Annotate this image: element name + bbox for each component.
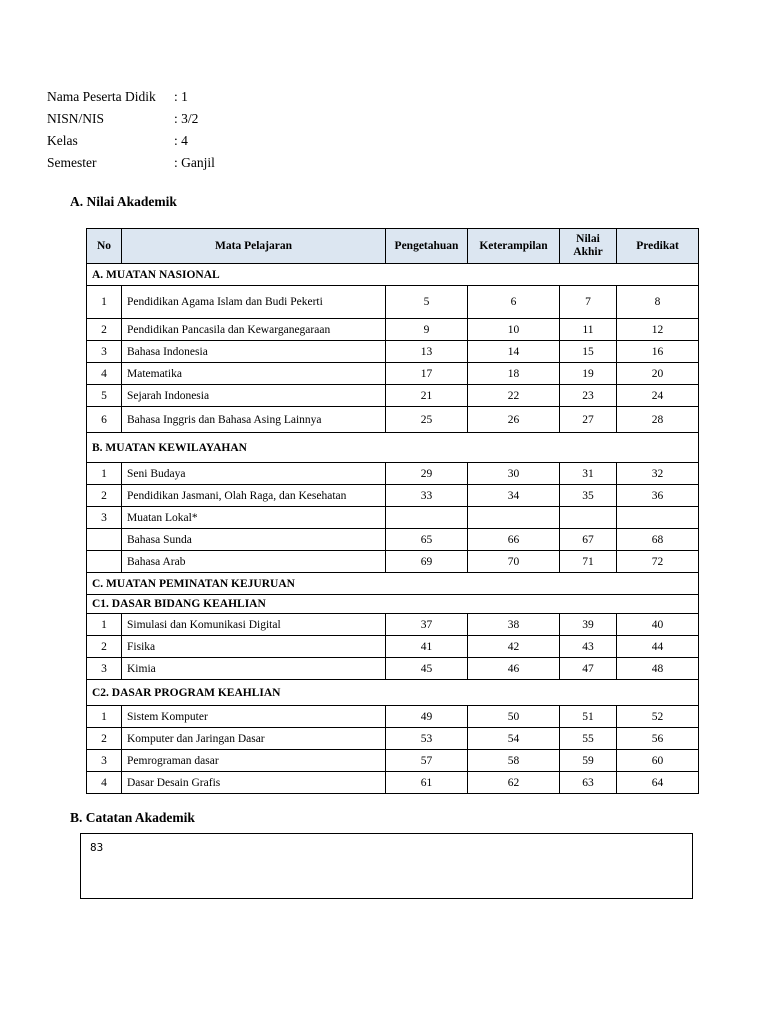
knowledge-score: 5 <box>386 286 468 319</box>
info-label: Kelas <box>47 133 78 148</box>
group-label: A. MUATAN NASIONAL <box>87 264 699 286</box>
subject-name: Seni Budaya <box>122 463 386 485</box>
group-label: C1. DASAR BIDANG KEAHLIAN <box>87 595 699 614</box>
subject-name: Sistem Komputer <box>122 706 386 728</box>
knowledge-score: 17 <box>386 363 468 385</box>
info-value: : Ganjil <box>174 155 215 170</box>
group-row <box>87 595 699 614</box>
header-predicate: Predikat <box>617 229 699 264</box>
group-row <box>87 433 699 463</box>
knowledge-score: 61 <box>386 772 468 794</box>
skill-score: 66 <box>468 529 560 551</box>
final-score: 71 <box>560 551 617 573</box>
knowledge-score: 37 <box>386 614 468 636</box>
subject-name: Bahasa Arab <box>122 551 386 573</box>
knowledge-score: 33 <box>386 485 468 507</box>
skill-score: 22 <box>468 385 560 407</box>
skill-score: 70 <box>468 551 560 573</box>
info-label: Semester <box>47 155 97 170</box>
knowledge-score: 53 <box>386 728 468 750</box>
subject-name: Sejarah Indonesia <box>122 385 386 407</box>
knowledge-score: 25 <box>386 407 468 433</box>
table-row <box>87 529 699 551</box>
header-final <box>560 229 617 264</box>
knowledge-score: 41 <box>386 636 468 658</box>
final-score: 63 <box>560 772 617 794</box>
header-subject: Mata Pelajaran <box>122 229 386 264</box>
predicate-value: 20 <box>617 363 699 385</box>
table-row <box>87 614 699 636</box>
info-value: : 3/2 <box>174 111 199 126</box>
notes-box <box>80 833 693 899</box>
table-row <box>87 286 699 319</box>
table-row <box>87 658 699 680</box>
final-score: 11 <box>560 319 617 341</box>
table-row <box>87 341 699 363</box>
table-row <box>87 750 699 772</box>
final-score: 47 <box>560 658 617 680</box>
table-row <box>87 551 699 573</box>
predicate-value: 56 <box>617 728 699 750</box>
section-b-title: B. Catatan Akademik <box>70 810 195 825</box>
row-number: 2 <box>87 319 122 341</box>
predicate-value: 72 <box>617 551 699 573</box>
subject-name: Fisika <box>122 636 386 658</box>
knowledge-score: 9 <box>386 319 468 341</box>
notes-text: 83 <box>90 841 104 854</box>
skill-score: 62 <box>468 772 560 794</box>
knowledge-score: 21 <box>386 385 468 407</box>
predicate-value: 48 <box>617 658 699 680</box>
row-number <box>87 529 122 551</box>
predicate-value: 12 <box>617 319 699 341</box>
subject-name: Komputer dan Jaringan Dasar <box>122 728 386 750</box>
row-number: 1 <box>87 286 122 319</box>
predicate-value: 64 <box>617 772 699 794</box>
section-a-title: A. Nilai Akademik <box>70 194 177 209</box>
row-number: 1 <box>87 463 122 485</box>
row-number: 3 <box>87 750 122 772</box>
knowledge-score: 45 <box>386 658 468 680</box>
final-score: 43 <box>560 636 617 658</box>
knowledge-score: 65 <box>386 529 468 551</box>
knowledge-score: 69 <box>386 551 468 573</box>
final-score: 7 <box>560 286 617 319</box>
skill-score: 14 <box>468 341 560 363</box>
table-row <box>87 728 699 750</box>
knowledge-score <box>386 507 468 529</box>
knowledge-score: 29 <box>386 463 468 485</box>
final-score: 67 <box>560 529 617 551</box>
header-no: No <box>87 229 122 264</box>
subject-name: Dasar Desain Grafis <box>122 772 386 794</box>
predicate-value: 28 <box>617 407 699 433</box>
row-number: 6 <box>87 407 122 433</box>
predicate-value: 40 <box>617 614 699 636</box>
subject-name: Pemrograman dasar <box>122 750 386 772</box>
group-row <box>87 680 699 706</box>
skill-score: 10 <box>468 319 560 341</box>
skill-score: 58 <box>468 750 560 772</box>
header-skill: Keterampilan <box>468 229 560 264</box>
knowledge-score: 49 <box>386 706 468 728</box>
predicate-value: 8 <box>617 286 699 319</box>
row-number: 2 <box>87 728 122 750</box>
skill-score: 54 <box>468 728 560 750</box>
skill-score: 26 <box>468 407 560 433</box>
info-row-class <box>47 130 215 152</box>
table-body <box>87 264 699 794</box>
info-label: Nama Peserta Didik <box>47 89 156 104</box>
skill-score: 18 <box>468 363 560 385</box>
table-row <box>87 772 699 794</box>
group-label: C. MUATAN PEMINATAN KEJURUAN <box>87 573 699 595</box>
subject-name: Kimia <box>122 658 386 680</box>
final-score: 51 <box>560 706 617 728</box>
row-number: 1 <box>87 614 122 636</box>
table-row <box>87 385 699 407</box>
table-row <box>87 319 699 341</box>
row-number: 3 <box>87 507 122 529</box>
knowledge-score: 57 <box>386 750 468 772</box>
subject-name: Bahasa Indonesia <box>122 341 386 363</box>
row-number: 4 <box>87 772 122 794</box>
skill-score: 46 <box>468 658 560 680</box>
final-score <box>560 507 617 529</box>
final-score: 27 <box>560 407 617 433</box>
header-final-line2: Akhir <box>573 246 603 258</box>
info-value: : 4 <box>174 133 188 148</box>
info-row-name <box>47 86 215 108</box>
final-score: 31 <box>560 463 617 485</box>
table-row <box>87 463 699 485</box>
info-value: : 1 <box>174 89 188 104</box>
predicate-value: 16 <box>617 341 699 363</box>
row-number: 5 <box>87 385 122 407</box>
table-row <box>87 363 699 385</box>
predicate-value: 44 <box>617 636 699 658</box>
info-label: NISN/NIS <box>47 111 105 126</box>
final-score: 55 <box>560 728 617 750</box>
group-label: C2. DASAR PROGRAM KEAHLIAN <box>87 680 699 706</box>
student-info <box>47 86 215 174</box>
predicate-value: 52 <box>617 706 699 728</box>
skill-score: 6 <box>468 286 560 319</box>
table-row <box>87 407 699 433</box>
table-row <box>87 507 699 529</box>
final-score: 59 <box>560 750 617 772</box>
final-score: 19 <box>560 363 617 385</box>
predicate-value: 32 <box>617 463 699 485</box>
table-row <box>87 706 699 728</box>
group-row <box>87 264 699 286</box>
group-row <box>87 573 699 595</box>
row-number: 2 <box>87 485 122 507</box>
subject-name: Pendidikan Jasmani, Olah Raga, dan Kesehatan <box>122 485 386 507</box>
grades-table <box>86 228 699 794</box>
table-row <box>87 485 699 507</box>
group-label: B. MUATAN KEWILAYAHAN <box>87 433 699 463</box>
skill-score: 34 <box>468 485 560 507</box>
predicate-value: 60 <box>617 750 699 772</box>
subject-name: Pendidikan Agama Islam dan Budi Pekerti <box>122 286 386 319</box>
row-number: 1 <box>87 706 122 728</box>
skill-score: 30 <box>468 463 560 485</box>
predicate-value: 24 <box>617 385 699 407</box>
subject-name: Matematika <box>122 363 386 385</box>
row-number: 3 <box>87 341 122 363</box>
header-final-line1: Nilai <box>576 233 600 245</box>
subject-name: Bahasa Sunda <box>122 529 386 551</box>
predicate-value: 68 <box>617 529 699 551</box>
final-score: 35 <box>560 485 617 507</box>
knowledge-score: 13 <box>386 341 468 363</box>
subject-name: Simulasi dan Komunikasi Digital <box>122 614 386 636</box>
header-knowledge: Pengetahuan <box>386 229 468 264</box>
info-row-semester <box>47 152 215 174</box>
subject-name: Pendidikan Pancasila dan Kewarganegaraan <box>122 319 386 341</box>
final-score: 23 <box>560 385 617 407</box>
subject-name: Muatan Lokal* <box>122 507 386 529</box>
skill-score: 50 <box>468 706 560 728</box>
row-number: 4 <box>87 363 122 385</box>
table-header-row <box>87 229 699 264</box>
info-row-nisn <box>47 108 215 130</box>
row-number: 2 <box>87 636 122 658</box>
skill-score: 42 <box>468 636 560 658</box>
subject-name: Bahasa Inggris dan Bahasa Asing Lainnya <box>122 407 386 433</box>
table-row <box>87 636 699 658</box>
final-score: 39 <box>560 614 617 636</box>
skill-score: 38 <box>468 614 560 636</box>
row-number: 3 <box>87 658 122 680</box>
final-score: 15 <box>560 341 617 363</box>
row-number <box>87 551 122 573</box>
predicate-value: 36 <box>617 485 699 507</box>
predicate-value <box>617 507 699 529</box>
skill-score <box>468 507 560 529</box>
